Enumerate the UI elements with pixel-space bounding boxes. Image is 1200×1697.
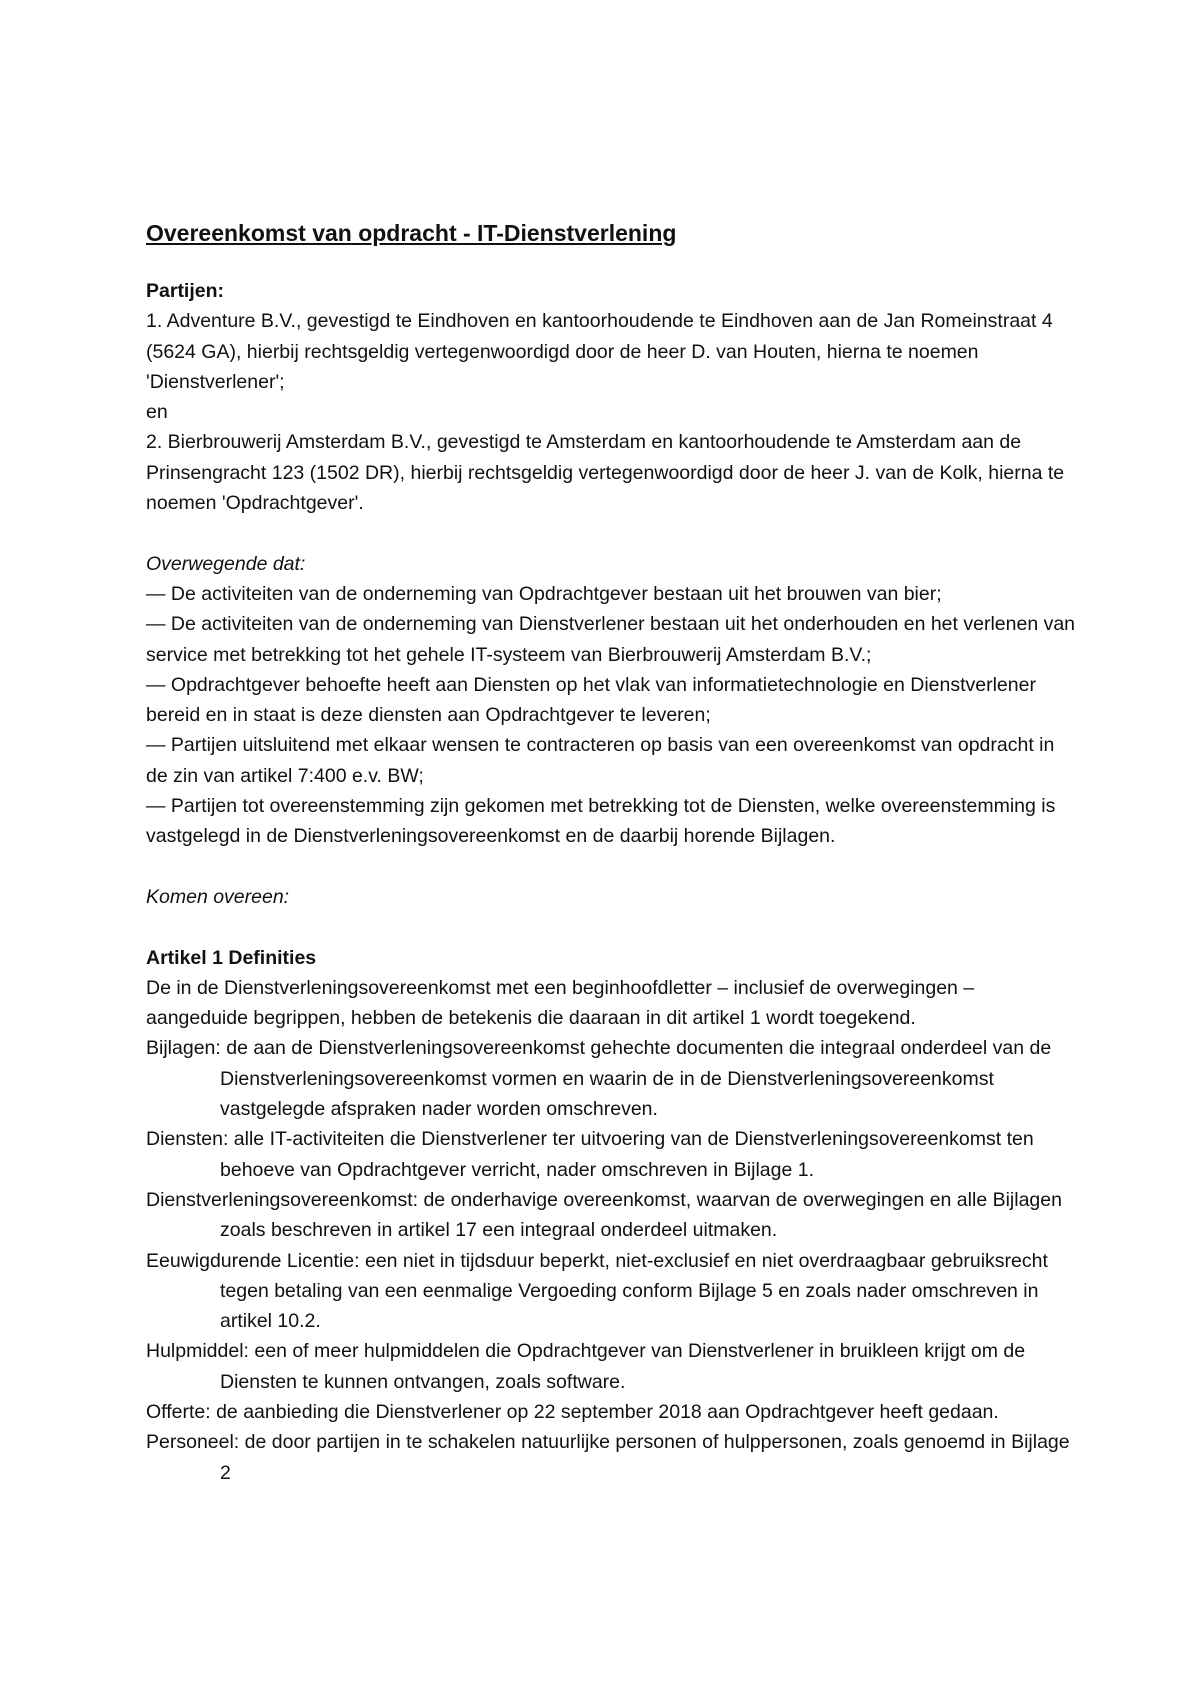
definitions-list [146,1033,1076,1487]
whereas-item: — De activiteiten van de onderneming van Opdrachtgever bestaan uit het brouwen van bier; [146,582,942,605]
article-1-heading: Artikel 1 Definities [146,946,317,969]
whereas-item: — Partijen tot overeenstemming zijn gekomen met betrekking tot de Diensten, welke overeenstemming is vastgelegd in de Dienstverleningsovereenkomst en de daarbij horende Bijlagen. [146,795,1056,848]
agree-heading: Komen overeen: [146,885,290,908]
whereas-list [146,579,1076,852]
definition-item: Hulpmiddel: een of meer hulpmiddelen die Opdrachtgever van Dienstverlener in bruikleen krijgt om de Diensten te kunnen ontvangen, zoals software. [146,1340,1026,1393]
whereas-item: — Partijen uitsluitend met elkaar wensen te contracteren op basis van een overeenkomst van opdracht in de zin van artikel 7:400 e.v. BW; [146,734,1055,787]
article-1-intro: De in de Dienstverleningsovereenkomst met een beginhoofdletter – inclusief de overwegingen – aangeduide begrippen, hebben de betekenis die daaraan in dit artikel 1 wordt toegekend. [146,976,975,1030]
spacer [146,852,1076,882]
document-page [146,218,1076,1488]
spacer [146,518,1076,548]
definition-item: Bijlagen: de aan de Dienstverleningsovereenkomst gehechte documenten die integraal onderdeel van de Dienstverleningsovereenkomst vormen en waarin de in de Dienstverleningsovereenkomst vastgelegde afspraken nader worden omschreven. [146,1037,1052,1121]
document-title: Overeenkomst van opdracht - IT-Dienstverlening [146,220,677,246]
whereas-item: — De activiteiten van de onderneming van Dienstverlener bestaan uit het onderhouden en het verlenen van service met betrekking tot het gehele IT-systeem van Bierbrouwerij Amsterdam B.V.; [146,613,1076,666]
whereas-heading: Overwegende dat: [146,552,306,575]
parties-heading: Partijen: [146,280,225,302]
whereas-item: — Opdrachtgever behoefte heeft aan Diensten op het vlak van informatietechnologie en Dienstverlener bereid en in staat is deze diensten aan Opdrachtgever te leveren; [146,673,1036,727]
definition-item: Personeel: de door partijen in te schakelen natuurlijke personen of hulppersonen, zoals genoemd in Bijlage 2 [146,1431,1070,1484]
connector-text: en [146,401,168,424]
definition-item: Diensten: alle IT-activiteiten die Dienstverlener ter uitvoering van de Dienstverleningsovereenkomst ten behoeve van Opdrachtgever verricht, nader omschreven in Bijlage 1. [146,1128,1034,1181]
party-2: 2. Bierbrouwerij Amsterdam B.V., gevestigd te Amsterdam en kantoorhoudende te Amsterdam aan de Prinsengracht 123 (1502 DR), hierbij rechtsgeldig vertegenwoordigd door de heer J. van de Kolk, hierna te noemen 'Opdrachtgever'. [146,431,1065,515]
definition-item: Dienstverleningsovereenkomst: de onderhavige overeenkomst, waarvan de overwegingen en alle Bijlagen zoals beschreven in artikel 17 een integraal onderdeel uitmaken. [146,1188,1062,1242]
definition-item: Offerte: de aanbieding die Dienstverlener op 22 september 2018 aan Opdrachtgever heeft gedaan. [146,1400,999,1423]
definition-item: Eeuwigdurende Licentie: een niet in tijdsduur beperkt, niet-exclusief en niet overdraagbaar gebruiksrecht tegen betaling van een eenmalige Vergoeding conform Bijlage 5 en zoals nader omschreven in artikel 10.2. [146,1249,1048,1333]
spacer [146,912,1076,942]
party-1: 1. Adventure B.V., gevestigd te Eindhoven en kantoorhoudende te Eindhoven aan de Jan Romeinstraat 4 (5624 GA), hierbij rechtsgeldig vertegenwoordigd door de heer D. van Houten, hierna te noemen 'Dienstverlener'; [146,310,1053,393]
